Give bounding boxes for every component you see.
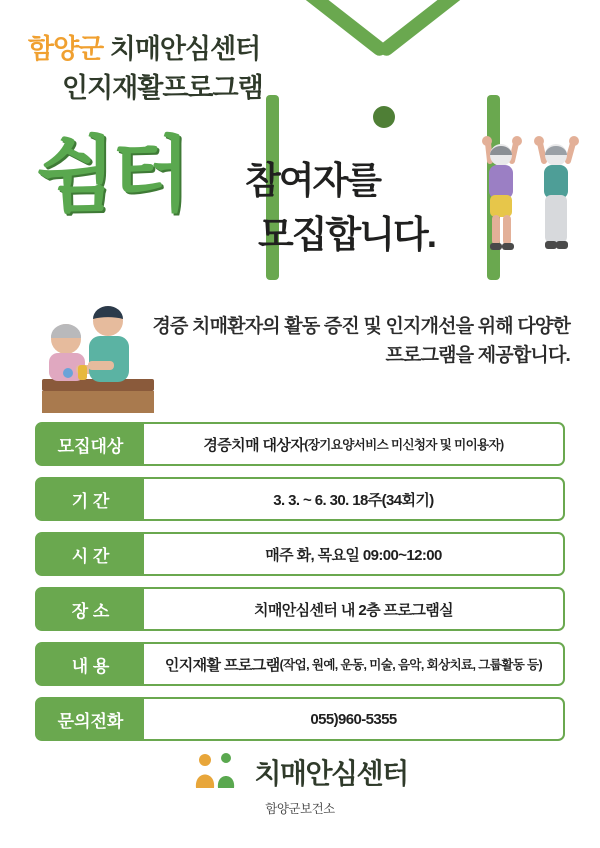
table-row — [35, 477, 565, 521]
row-label: 장 소 — [37, 589, 144, 629]
row-value-note: (장기요양서비스 미신청자 및 미이용자) — [304, 438, 504, 452]
figure-right — [534, 136, 579, 249]
row-label: 문의전화 — [37, 699, 144, 739]
logo-svg — [192, 752, 244, 792]
row-label: 내 용 — [37, 644, 144, 684]
poster-footer — [0, 752, 600, 817]
table-row — [35, 697, 565, 741]
poster-header — [0, 0, 600, 275]
organization-center: 치매안심센터 — [109, 34, 261, 64]
footer-center-name: 치매안심센터 — [254, 758, 408, 789]
info-table — [35, 422, 565, 752]
therapist-figure — [88, 306, 129, 382]
row-value — [144, 534, 563, 574]
row-value-main: 치매안심센터 내 2층 프로그램실 — [253, 601, 454, 619]
house-roof-right — [377, 0, 480, 59]
row-value — [144, 424, 563, 464]
headline-big-word: 쉼터 — [36, 130, 187, 221]
headline-recruit-line1: 참여자를 — [245, 160, 380, 201]
figure-left — [482, 136, 522, 250]
therapist-illustration-svg — [42, 295, 157, 415]
program-title: 인지재활프로그램 — [62, 73, 263, 103]
row-label: 시 간 — [37, 534, 144, 574]
row-value-main: 경증치매 대상자 — [203, 436, 305, 454]
row-value-main: 인지재활 프로그램 — [164, 656, 280, 674]
footer-logo-group — [192, 752, 407, 792]
row-value-main: 3. 3. ~ 6. 30. 18주(34회기) — [273, 491, 434, 509]
two-person-heart-logo-icon — [192, 752, 244, 792]
row-value-note: (작업, 원예, 운동, 미술, 음악, 회상치료, 그룹활동 등) — [279, 658, 543, 672]
headline-recruit-line2: 모집합니다. — [258, 214, 435, 255]
row-label: 기 간 — [37, 479, 144, 519]
house-roof-left — [286, 0, 389, 59]
therapist-and-senior-illustration — [42, 295, 157, 415]
table-row — [35, 587, 565, 631]
row-value — [144, 479, 563, 519]
house-dot-icon — [373, 106, 395, 128]
row-value-main: 055)960-5355 — [310, 710, 397, 728]
footer-subtitle: 함양군보건소 — [265, 802, 335, 816]
exercising-people-illustration — [478, 133, 588, 258]
table-row — [35, 422, 565, 466]
exercising-people-svg — [478, 133, 588, 258]
row-value — [144, 644, 563, 684]
row-value-main: 매주 화, 목요일 09:00~12:00 — [265, 546, 442, 564]
row-value — [144, 699, 563, 739]
table-row — [35, 642, 565, 686]
organization-county: 함양군 — [28, 34, 104, 64]
row-label: 모집대상 — [37, 424, 144, 464]
organization-title — [28, 27, 260, 66]
table-row — [35, 532, 565, 576]
description-text: 경증 치매환자의 활동 증진 및 인지개선을 위해 다양한 프로그램을 제공합니다. — [152, 316, 570, 367]
row-value — [144, 589, 563, 629]
